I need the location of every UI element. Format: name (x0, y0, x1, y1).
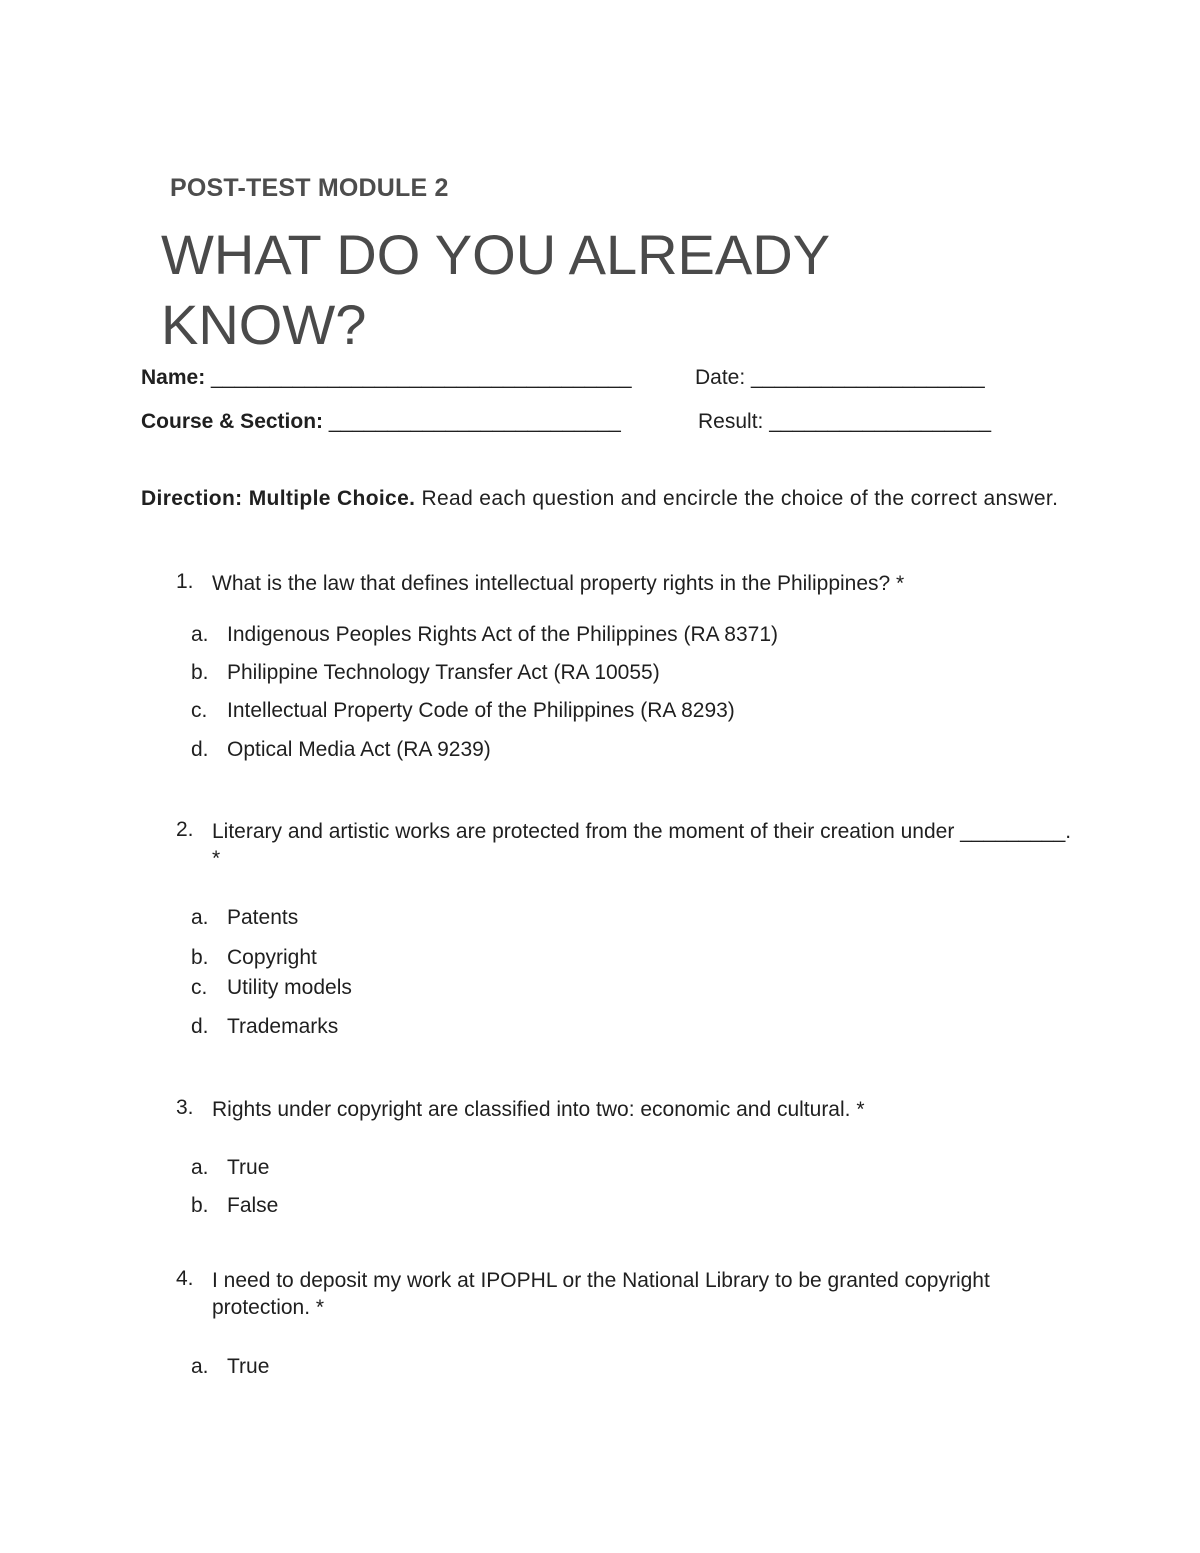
option-text: Optical Media Act (RA 9239) (227, 738, 491, 761)
result-blank: ___________________ (769, 410, 992, 433)
question-text: What is the law that defines intellectual property rights in the Philippines? * (212, 572, 905, 595)
option-letter: a. (191, 906, 209, 929)
option-letter: b. (191, 661, 209, 684)
option-text: Trademarks (227, 1015, 339, 1038)
option-text: True (227, 1355, 270, 1378)
option-letter: d. (191, 738, 209, 761)
course-label: Course & Section: (141, 410, 324, 433)
option-letter: b. (191, 946, 209, 969)
course-field (141, 410, 621, 434)
date-field (695, 366, 985, 390)
option-text: Philippine Technology Transfer Act (RA 10055) (227, 661, 660, 684)
name-label: Name: (141, 366, 206, 389)
result-field (698, 410, 991, 434)
name-blank: ____________________________________ (211, 366, 632, 389)
option-text: Indigenous Peoples Rights Act of the Philippines (RA 8371) (227, 623, 779, 646)
question-number: 2. (176, 818, 194, 841)
course-blank: _________________________ (328, 410, 621, 433)
question-text: I need to deposit my work at IPOPHL or the National Library to be granted copyright protection. * (212, 1269, 990, 1319)
option-letter: c. (191, 699, 208, 722)
option-letter: d. (191, 1015, 209, 1038)
question-text: Literary and artistic works are protected from the moment of their creation under _________. * (212, 820, 1072, 870)
direction-label: Direction: Multiple Choice. (141, 487, 416, 510)
page-title: WHAT DO YOU ALREADY KNOW? (161, 223, 830, 356)
question-number: 1. (176, 570, 194, 593)
option-text: True (227, 1156, 270, 1179)
question-number: 3. (176, 1096, 194, 1119)
option-text: Intellectual Property Code of the Philippines (RA 8293) (227, 699, 735, 722)
option-text: Copyright (227, 946, 317, 969)
option-letter: a. (191, 1355, 209, 1378)
option-letter: a. (191, 1156, 209, 1179)
option-text: Patents (227, 906, 299, 929)
date-label: Date: (695, 366, 746, 389)
option-text: False (227, 1194, 279, 1217)
name-field (141, 366, 632, 390)
option-letter: c. (191, 976, 208, 999)
result-label: Result: (698, 410, 764, 433)
direction (141, 484, 1071, 514)
option-text: Utility models (227, 976, 352, 999)
question-text: Rights under copyright are classified into two: economic and cultural. * (212, 1098, 865, 1121)
option-letter: b. (191, 1194, 209, 1217)
direction-text: Read each question and encircle the choice of the correct answer. (415, 487, 1059, 510)
module-title: POST-TEST MODULE 2 (170, 174, 449, 202)
date-blank: ____________________ (751, 366, 985, 389)
option-letter: a. (191, 623, 209, 646)
question-number: 4. (176, 1267, 194, 1290)
